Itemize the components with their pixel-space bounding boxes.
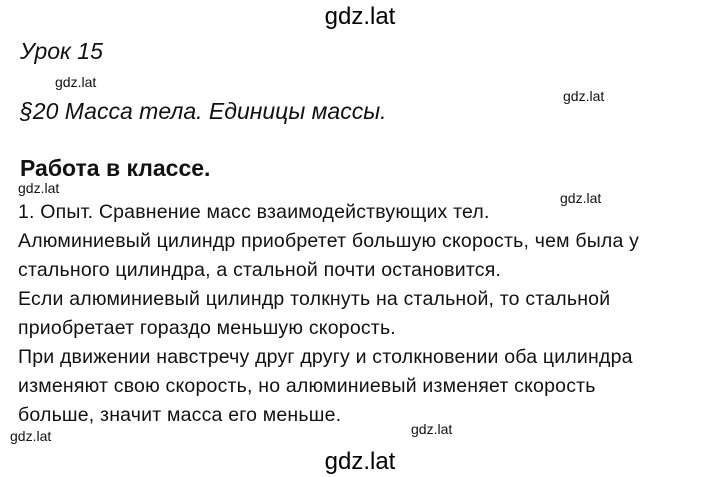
body-text — [18, 198, 718, 430]
watermark-small: gdz.lat — [563, 88, 605, 104]
text-line: изменяют свою скорость, но алюминиевый изменяет скорость — [18, 375, 596, 397]
text-line: приобретает гораздо меньшую скорость. — [18, 317, 396, 339]
lesson-title: Урок 15 — [20, 38, 103, 64]
watermark-small: gdz.lat — [560, 190, 602, 206]
subheading: Работа в классе. — [20, 155, 211, 181]
text-line: стального цилиндра, а стальной почти остановится. — [18, 259, 502, 281]
watermark-bottom: gdz.lat — [324, 448, 396, 475]
text-line: 1. Опыт. Сравнение масс взаимодействующих тел. — [18, 201, 490, 223]
watermark-small: gdz.lat — [10, 428, 52, 444]
text-line: При движении навстречу друг другу и столкновении оба цилиндра — [18, 346, 633, 368]
text-line: больше, значит масса его меньше. — [18, 404, 342, 426]
section-title: §20 Масса тела. Единицы массы. — [20, 98, 387, 124]
text-line: Если алюминиевый цилиндр толкнуть на стальной, то стальной — [18, 288, 611, 310]
watermark-small: gdz.lat — [411, 421, 453, 437]
text-line: Алюминиевый цилиндр приобретет большую скорость, чем была у — [18, 230, 640, 252]
watermark-small: gdz.lat — [18, 180, 60, 196]
watermark-small: gdz.lat — [55, 74, 97, 90]
watermark-top: gdz.lat — [324, 3, 396, 30]
